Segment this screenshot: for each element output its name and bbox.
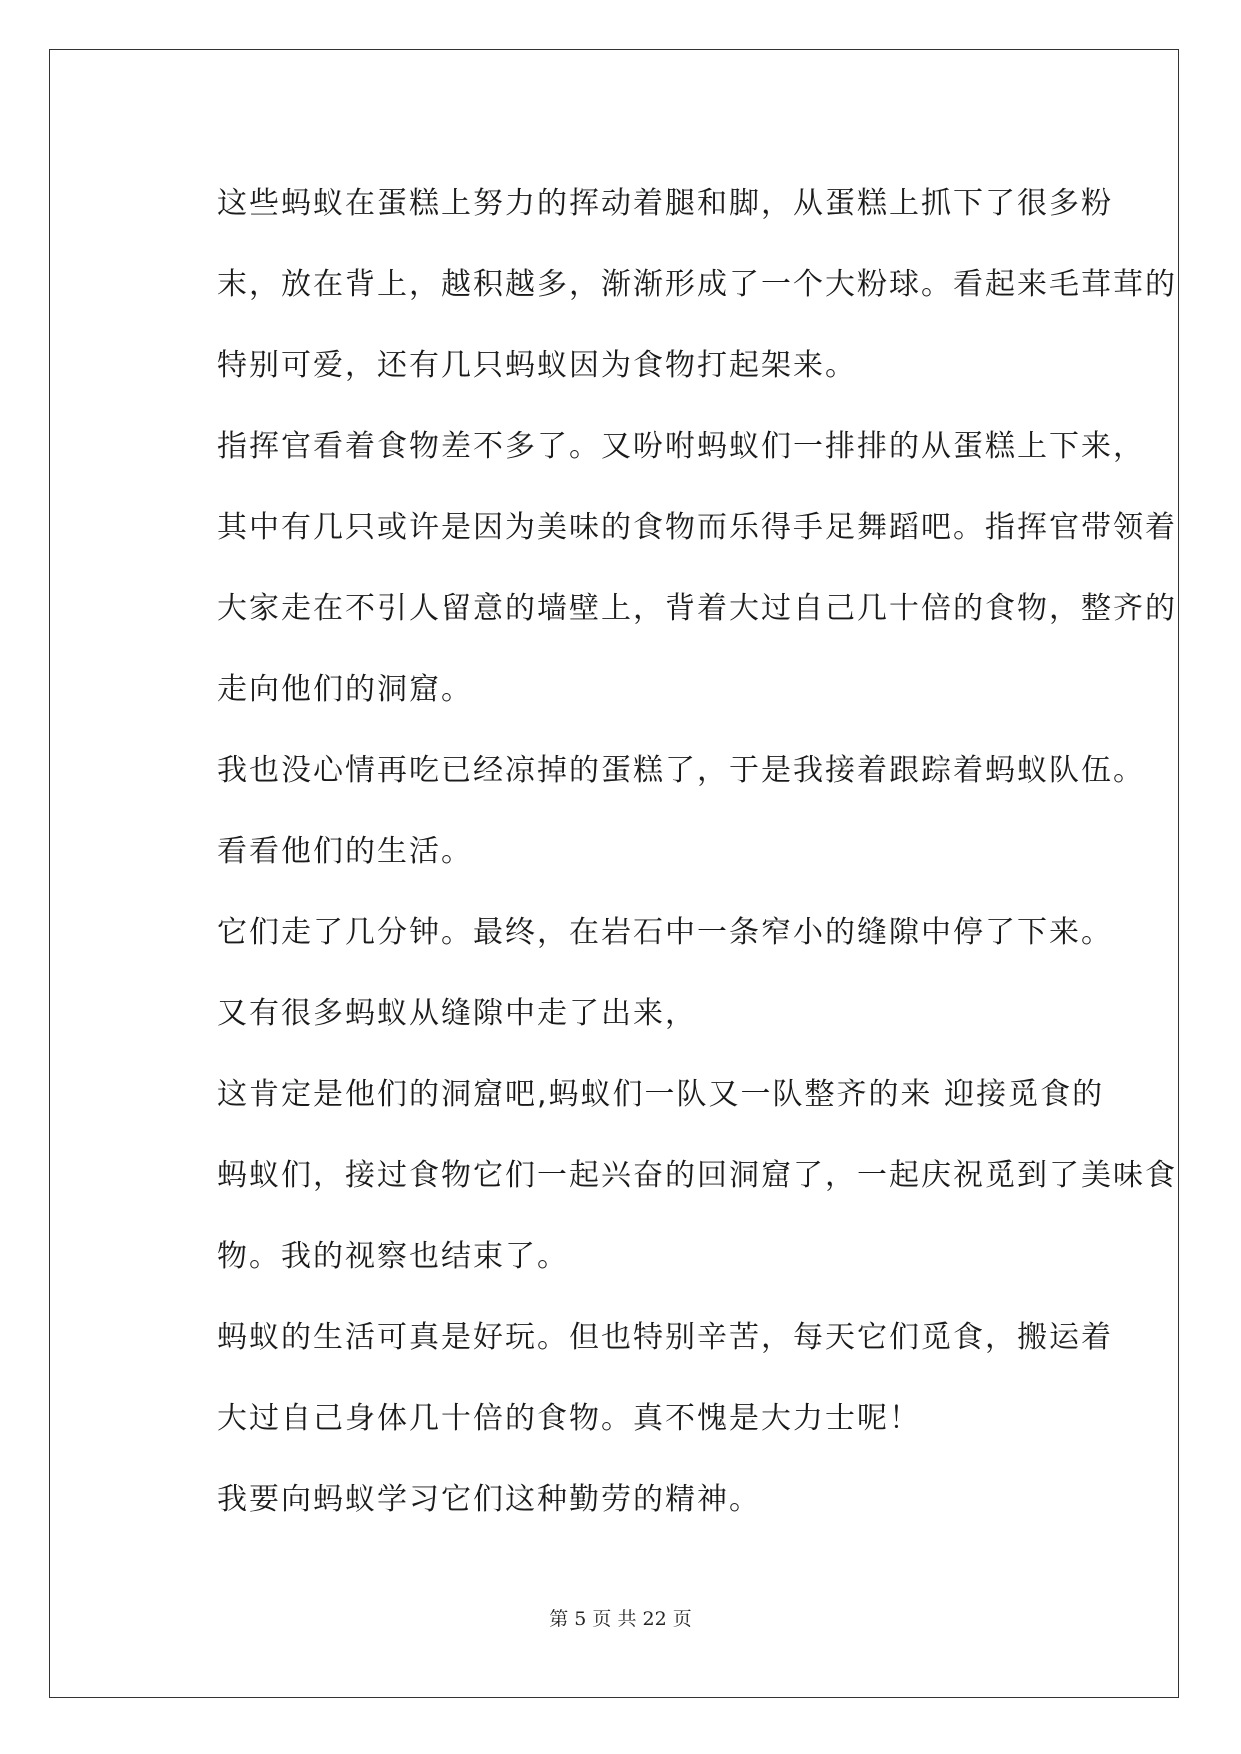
- text-line: 末，放在背上，越积越多，渐渐形成了一个大粉球。看起来毛茸茸的: [217, 267, 1177, 302]
- text-line: 我也没心情再吃已经凉掉的蛋糕了，于是我接着跟踪着蚂蚁队伍。: [217, 753, 1145, 788]
- text-line: 走向他们的洞窟。: [217, 672, 473, 707]
- text-line: 它们走了几分钟。最终，在岩石中一条窄小的缝隙中停了下来。: [217, 915, 1113, 950]
- paragraph: [153, 730, 1145, 892]
- paragraph: [153, 1054, 1177, 1297]
- paragraph: [153, 892, 1113, 1054]
- text-line: 这些蚂蚁在蛋糕上努力的挥动着腿和脚，从蛋糕上抓下了很多粉: [217, 186, 1113, 221]
- text-line: 特别可爱，还有几只蚂蚁因为食物打起架来。: [217, 348, 857, 383]
- document-body: [153, 163, 1177, 1540]
- paragraph: [153, 163, 1177, 406]
- text-line: 蚂蚁们，接过食物它们一起兴奋的回洞窟了，一起庆祝觅到了美味食: [217, 1158, 1177, 1193]
- text-line: 我要向蚂蚁学习它们这种勤劳的精神。: [217, 1482, 761, 1517]
- text-line: 指挥官看着食物差不多了。又吩咐蚂蚁们一排排的从蛋糕上下来，: [217, 429, 1145, 464]
- paragraph: [153, 1459, 1089, 1540]
- paragraph: [153, 1297, 1113, 1459]
- page-number-footer: 第 5 页 共 22 页: [549, 1608, 692, 1630]
- text-line: 这肯定是他们的洞窟吧,蚂蚁们一队又一队整齐的来 迎接觅食的: [217, 1077, 1105, 1112]
- text-line: 蚂蚁的生活可真是好玩。但也特别辛苦，每天它们觅食，搬运着: [217, 1320, 1113, 1355]
- text-line: 看看他们的生活。: [217, 834, 473, 869]
- text-line: 其中有几只或许是因为美味的食物而乐得手足舞蹈吧。指挥官带领着: [217, 510, 1177, 545]
- text-line: 大过自己身体几十倍的食物。真不愧是大力士呢！: [217, 1401, 921, 1436]
- text-line: 大家走在不引人留意的墙壁上，背着大过自己几十倍的食物，整齐的: [217, 591, 1177, 626]
- text-line: 又有很多蚂蚁从缝隙中走了出来，: [217, 996, 697, 1031]
- text-line: 物。我的视察也结束了。: [217, 1239, 569, 1274]
- paragraph: [153, 406, 1177, 730]
